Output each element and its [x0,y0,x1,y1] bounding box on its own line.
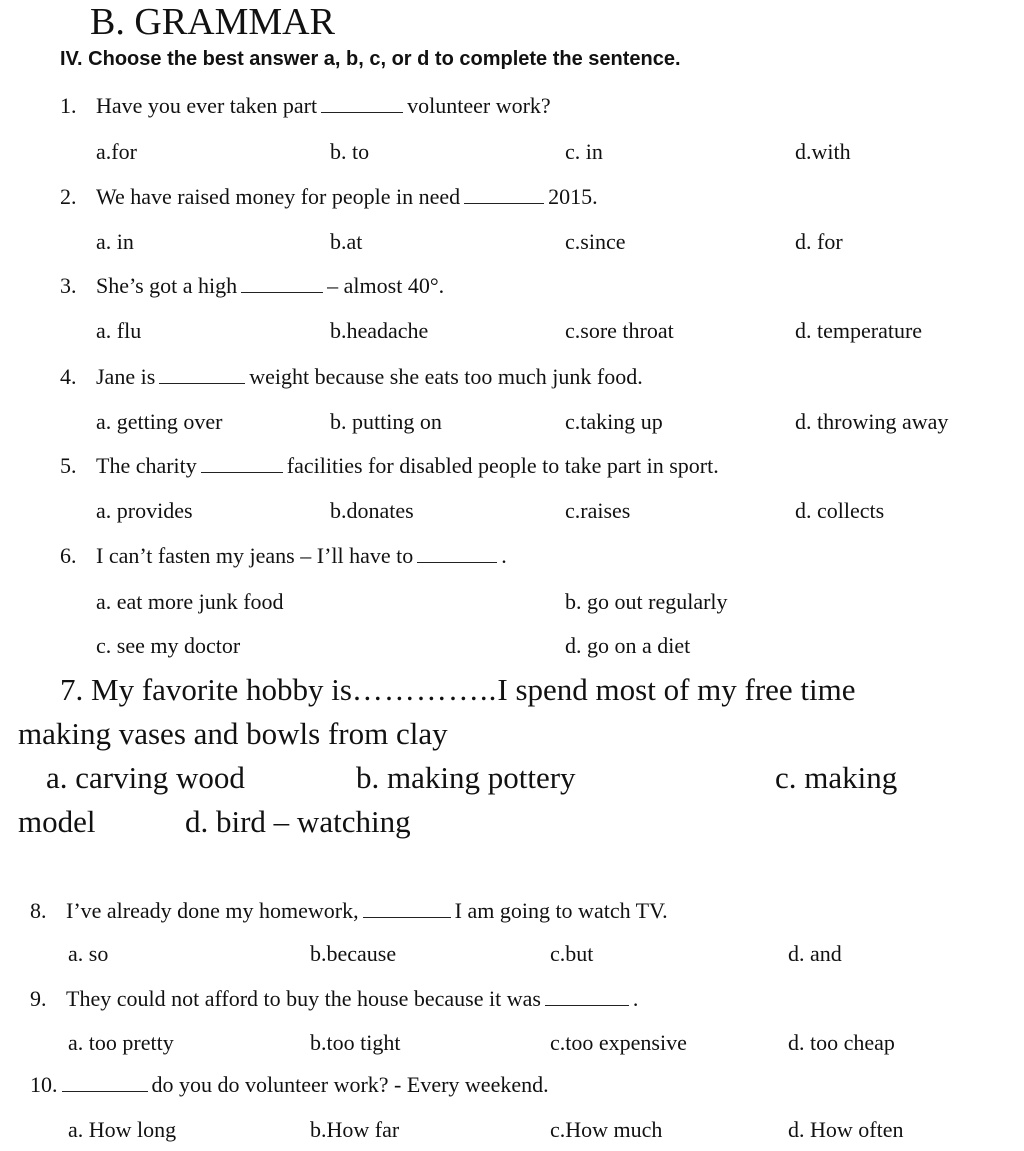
option-d: d. collects [795,498,885,523]
section-title: B. GRAMMAR [90,1,335,43]
question-text: I am going to watch TV. [454,898,668,923]
option-c: c. see my doctor [96,633,241,658]
option-d: d. too cheap [788,1030,895,1055]
option-b: b. putting on [330,409,442,434]
answer-blank [201,454,283,473]
question-number: 10. [30,1072,58,1097]
question-text: – almost 40°. [327,273,445,298]
question-text: . [501,543,507,568]
option-b: b. go out regularly [565,589,728,614]
question-7 [60,672,856,708]
question-text: They could not afford to buy the house because it was [66,986,541,1011]
option-c: c.too expensive [550,1030,687,1055]
option-d: d.with [795,139,851,164]
option-a: a.for [96,139,137,164]
question-2 [60,184,598,210]
option-b: b. making pottery [356,760,576,795]
question-text: I can’t fasten my jeans – I’ll have to [96,543,414,568]
option-a: a. carving wood [46,760,245,795]
option-b: b.because [310,941,397,966]
option-d: d. temperature [795,318,923,343]
option-d: d. for [795,229,843,254]
option-d: d. How often [788,1117,904,1142]
answer-blank [545,987,629,1006]
question-text: 2015. [548,184,598,209]
answer-blank [417,544,497,563]
question-text: We have raised money for people in need [96,184,461,209]
question-number: 6. [60,543,77,568]
option-d: d. throwing away [795,409,949,434]
option-c: c. in [565,139,603,164]
question-text: Have you ever taken part [96,93,318,118]
question-10 [30,1072,549,1098]
option-c: c.raises [565,498,631,523]
question-number: 8. [30,898,47,923]
option-a: a. eat more junk food [96,589,284,614]
option-b: b. to [330,139,370,164]
question-text: . [632,986,639,1011]
question-text: She’s got a high [96,273,238,298]
question-number: 1. [60,93,77,118]
option-d: d. and [788,941,842,966]
question-text: My favorite hobby is [91,672,352,707]
question-text: The charity [96,453,197,478]
option-b: b.donates [330,498,414,523]
option-d: d. bird – watching [185,804,411,839]
option-d: d. go on a diet [565,633,691,658]
option-a: a. so [68,941,109,966]
option-a: a. too pretty [68,1030,174,1055]
option-b: b.headache [330,318,429,343]
question-text: facilities for disabled people to take part in sport. [286,453,719,478]
answer-blank: ………….. [351,672,498,707]
question-8 [30,898,668,924]
option-a: a. How long [68,1117,177,1142]
question-3 [60,273,444,299]
option-c: c.sore throat [565,318,674,343]
answer-blank [241,274,323,293]
answer-blank [464,185,544,204]
answer-blank [62,1073,148,1092]
question-1 [60,93,551,119]
question-text: I spend most of my free time [497,672,856,707]
question-5 [60,453,719,479]
option-b: b.too tight [310,1030,401,1055]
option-c: c.taking up [565,409,663,434]
option-a: a. flu [96,318,142,343]
question-text: I’ve already done my homework, [66,898,359,923]
option-a: a. provides [96,498,193,523]
question-text: Jane is [96,364,156,389]
option-a: a. getting over [96,409,223,434]
instruction: IV. Choose the best answer a, b, c, or d to complete the sentence. [60,48,681,70]
question-number: 9. [30,986,47,1011]
question-6 [60,543,507,569]
question-number: 2. [60,184,77,209]
option-b: b.How far [310,1117,400,1142]
question-9 [30,986,638,1012]
question-number: 7. [60,672,84,707]
option-c: c.but [550,941,594,966]
option-c: c.since [565,229,626,254]
question-text: do you do volunteer work? - Every weekend. [151,1072,549,1097]
answer-blank [159,365,245,384]
option-c: c. making [775,760,898,795]
question-number: 3. [60,273,77,298]
question-7-line2: making vases and bowls from clay [18,716,448,751]
option-c-continued: model [18,804,96,839]
answer-blank [321,94,403,113]
question-4 [60,364,643,390]
question-text: weight because she eats too much junk food. [249,364,643,389]
question-text: volunteer work? [407,93,551,118]
option-b: b.at [330,229,363,254]
question-number: 4. [60,364,77,389]
option-a: a. in [96,229,134,254]
answer-blank [363,899,451,918]
option-c: c.How much [550,1117,663,1142]
question-number: 5. [60,453,77,478]
